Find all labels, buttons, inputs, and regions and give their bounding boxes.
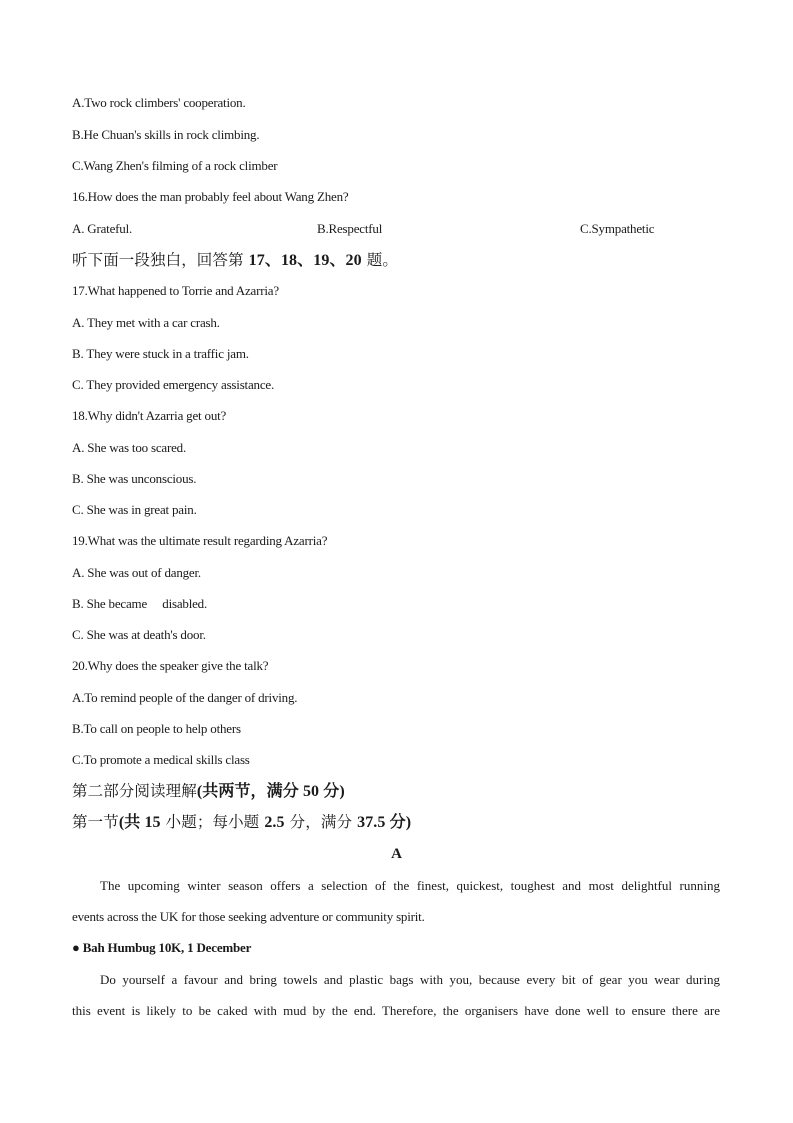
q19-option-c: C. She was at death's door.: [72, 627, 206, 642]
heading-numbers: 17、18、19、20: [248, 252, 362, 269]
q17-stem: 17.What happened to Torrie and Azarria?: [72, 283, 279, 298]
q15-option-c: C.Wang Zhen's filming of a rock climber: [72, 158, 278, 173]
section1-heading-a: 第一节: [72, 813, 119, 831]
section1-heading-c: 15: [144, 814, 161, 831]
q16-option-b: B.Respectful: [317, 221, 383, 236]
q15-option-a: A.Two rock climbers' cooperation.: [72, 95, 246, 110]
part2-heading-c: 50: [302, 783, 320, 800]
q16-option-a: A. Grateful.: [72, 221, 133, 236]
q19-option-b: B. She became disabled.: [72, 596, 208, 611]
q20-stem: 20.Why does the speaker give the talk?: [72, 658, 269, 673]
q20-option-b: B.To call on people to help others: [72, 721, 241, 736]
q17-option-c: C. They provided emergency assistance.: [72, 377, 275, 392]
section1-heading: [72, 813, 411, 832]
event1-line-2: this event is likely to be caked with mud by the end. Therefore, the organisers have done well to ensure there are: [72, 1003, 720, 1018]
q18-option-c: C. She was in great pain.: [72, 502, 197, 517]
section1-heading-f: 分，满分: [284, 813, 358, 831]
q16-option-c: C.Sympathetic: [580, 221, 655, 236]
part2-heading-d: 分): [319, 783, 345, 800]
q17-option-b: B. They were stuck in a traffic jam.: [72, 346, 249, 361]
q20-option-c: C.To promote a medical skills class: [72, 752, 250, 767]
q15-option-b: B.He Chuan's skills in rock climbing.: [72, 127, 260, 142]
q18-option-b: B. She was unconscious.: [72, 471, 197, 486]
event1-line-1: Do yourself a favour and bring towels and plastic bags with you, because every bit of gear you wear during: [100, 972, 720, 987]
heading-prefix: 听下面一段独白，回答第: [72, 251, 249, 269]
passage-intro-line-1: The upcoming winter season offers a selection of the finest, quickest, toughest and most delightful running: [100, 878, 720, 893]
q18-option-a: A. She was too scared.: [72, 440, 187, 455]
part2-heading-a: 第二部分阅读理解: [72, 782, 197, 800]
section1-heading-h: 分): [385, 814, 412, 831]
event1-title: ● Bah Humbug 10K, 1 December: [72, 940, 252, 955]
section1-heading-b: (共: [118, 814, 145, 831]
listening-section-heading: [72, 251, 398, 270]
heading-suffix: 题。: [361, 251, 398, 269]
q20-option-a: A.To remind people of the danger of driving.: [72, 690, 298, 705]
q19-option-a: A. She was out of danger.: [72, 565, 201, 580]
part2-heading: [72, 782, 345, 801]
part2-heading-b: (共两节，满分: [196, 783, 303, 800]
q16-stem: 16.How does the man probably feel about Wang Zhen?: [72, 189, 349, 204]
q19-stem: 19.What was the ultimate result regarding Azarria?: [72, 533, 328, 548]
section1-heading-d: 小题；每小题: [160, 813, 265, 831]
passage-intro-line-2: events across the UK for those seeking adventure or community spirit.: [72, 909, 425, 924]
q17-option-a: A. They met with a car crash.: [72, 315, 220, 330]
section1-heading-g: 37.5: [357, 814, 386, 831]
section1-heading-e: 2.5: [264, 814, 285, 831]
q18-stem: 18.Why didn't Azarria get out?: [72, 408, 227, 423]
passage-title: A: [391, 846, 402, 862]
